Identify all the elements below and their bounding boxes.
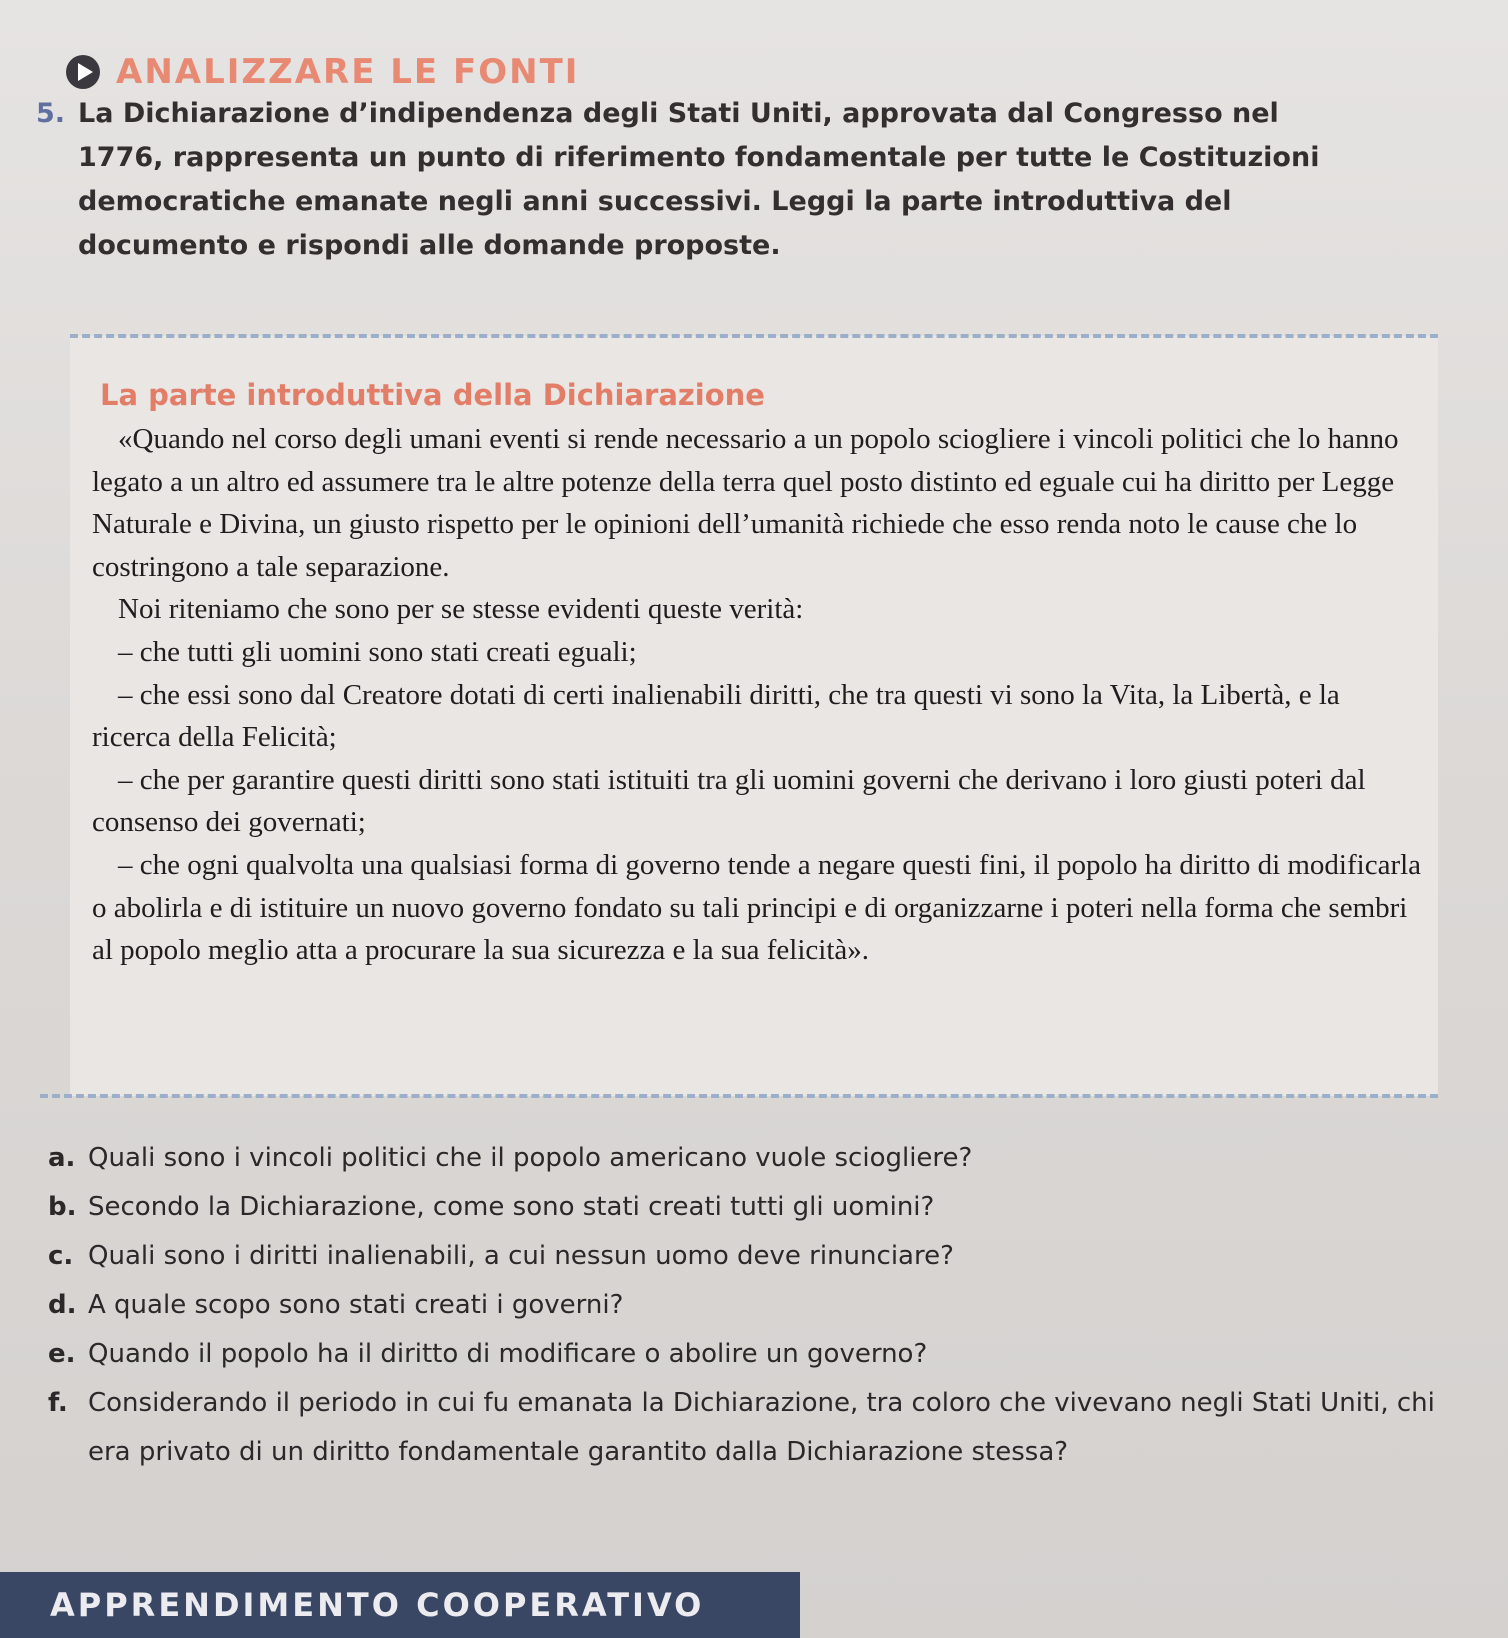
source-list-item: – che essi sono dal Creatore dotati di certi inalienabili diritti, che tra questi vi sono la Vita, la Libertà, e la ricerca della Felicità; xyxy=(92,678,1340,754)
source-top-divider xyxy=(70,334,1438,338)
question-item xyxy=(48,1134,1438,1183)
question-letter: d. xyxy=(48,1290,77,1320)
exercise-number: 5. xyxy=(36,98,66,129)
question-text: Considerando il periodo in cui fu emanata la Dichiarazione, tra coloro che vivevano negli Stati Uniti, chi era privato di un diritto fondamentale garantito dalla Dichiarazione stessa? xyxy=(88,1388,1435,1467)
source-list-item: – che per garantire questi diritti sono stati istituiti tra gli uomini governi che derivano i loro giusti poteri dal consenso dei governati; xyxy=(92,763,1366,839)
question-item xyxy=(48,1379,1438,1477)
question-item xyxy=(48,1232,1438,1281)
question-letter: b. xyxy=(48,1192,77,1222)
section-title: ANALIZZARE LE FONTI xyxy=(116,52,580,92)
question-text: Quali sono i diritti inalienabili, a cui nessun uomo deve rinunciare? xyxy=(88,1241,954,1271)
question-letter: f. xyxy=(48,1388,68,1418)
question-item xyxy=(48,1330,1438,1379)
question-item xyxy=(48,1183,1438,1232)
question-text: Secondo la Dichiarazione, come sono stati creati tutti gli uomini? xyxy=(88,1192,935,1222)
question-letter: e. xyxy=(48,1339,76,1369)
question-letter: a. xyxy=(48,1143,76,1173)
source-title: La parte introduttiva della Dichiarazione xyxy=(100,378,765,412)
exercise-prompt xyxy=(36,92,1366,268)
footer-band xyxy=(0,1572,800,1638)
source-list-item: – che tutti gli uomini sono stati creati eguali; xyxy=(118,635,637,668)
source-paragraph: «Quando nel corso degli umani eventi si rende necessario a un popolo sciogliere i vincoli politici che lo hanno legato a un altro ed assumere tra le altre potenze della terra quel posto distinto ed eguale cui ha diritto per Legge Naturale e Divina, un giusto rispetto per le opinioni dell’umanità richiede che esso renda noto le cause che lo costringono a tale separazione. xyxy=(92,423,1399,583)
footer-title: APPRENDIMENTO COOPERATIVO xyxy=(50,1586,705,1624)
question-item xyxy=(48,1281,1438,1330)
question-list xyxy=(48,1134,1438,1477)
source-bottom-divider xyxy=(40,1094,1438,1098)
question-text: Quando il popolo ha il diritto di modificare o abolire un governo? xyxy=(88,1339,928,1369)
question-text: A quale scopo sono stati creati i governi? xyxy=(88,1290,624,1320)
play-circle-icon xyxy=(64,53,102,91)
source-list-item: – che ogni qualvolta una qualsiasi forma di governo tende a negare questi fini, il popolo ha diritto di modificarla o abolirla e di istituire un nuovo governo fondato su tali principi e di organizzarne i poteri nella forma che sembri al popolo meglio atta a procurare la sua sicurezza e la sua felicità». xyxy=(92,848,1422,967)
question-text: Quali sono i vincoli politici che il popolo americano vuole sciogliere? xyxy=(88,1143,973,1173)
section-heading xyxy=(64,52,579,92)
question-letter: c. xyxy=(48,1241,74,1271)
source-paragraph: Noi riteniamo che sono per se stesse evidenti queste verità: xyxy=(118,593,804,626)
source-text xyxy=(92,418,1422,972)
exercise-text: La Dichiarazione d’indipendenza degli Stati Uniti, approvata dal Congresso nel 1776, rappresenta un punto di riferimento fondamentale per tutte le Costituzioni democratiche emanate negli anni successivi. Leggi la parte introduttiva del documento e rispondi alle domande proposte. xyxy=(78,98,1320,261)
